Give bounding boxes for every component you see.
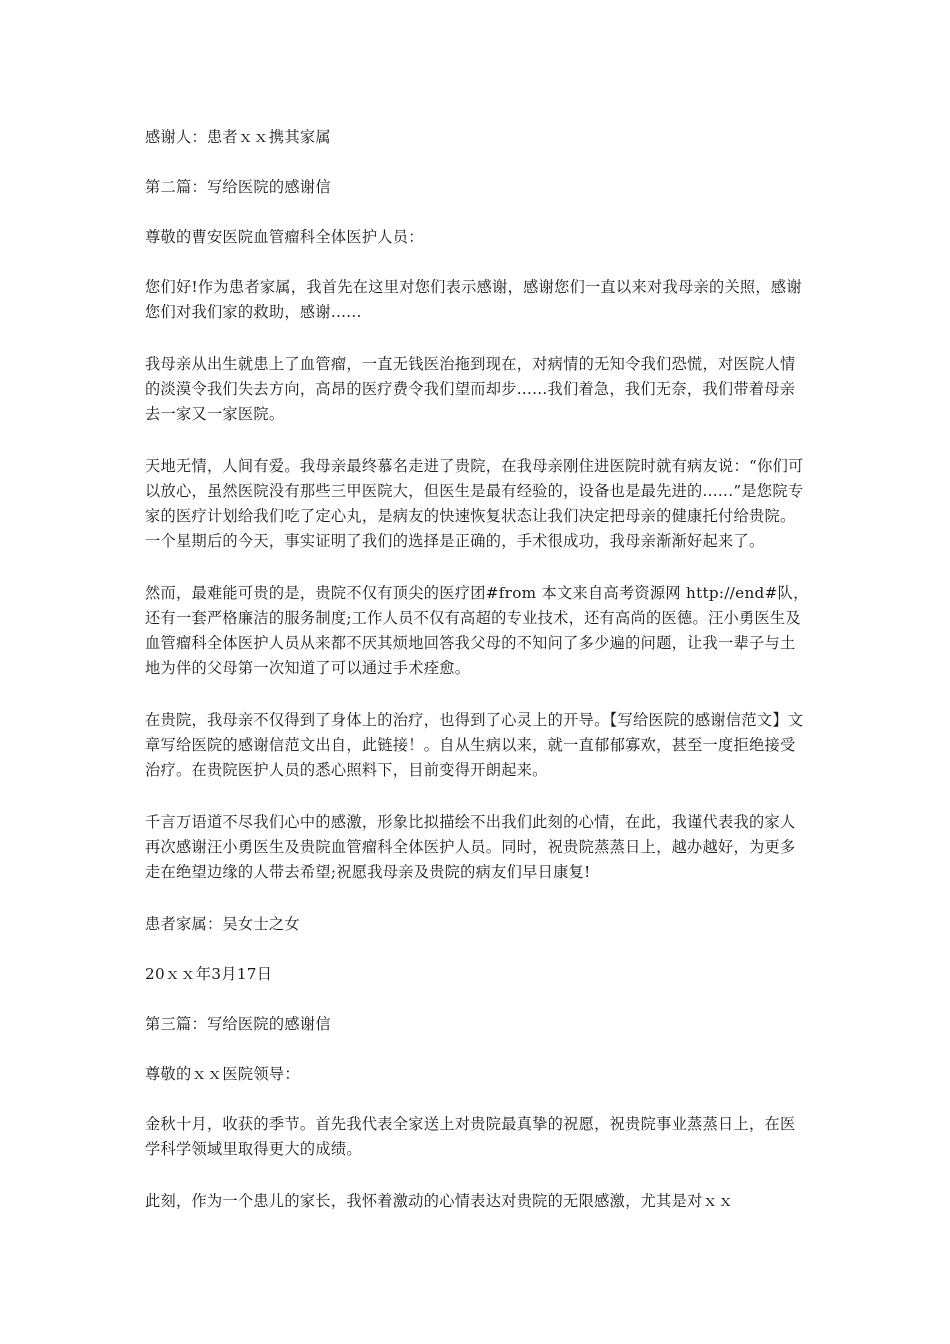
paragraph-greeting: 您们好!作为患者家属，我首先在这里对您们表示感谢，感谢您们一直以来对我母亲的关照，感谢您们对我们家的救助，感谢......	[145, 278, 802, 321]
paragraph-background: 我母亲从出生就患上了血管瘤，一直无钱医治拖到现在，对病情的无知令我们恐慌，对医院人情的淡漠令我们失去方向，高昂的医疗费令我们望而却步......我们着急，我们无奈，我们带着母亲去一家又一家医院。	[145, 355, 796, 423]
paragraph-parent: 此刻，作为一个患儿的家长，我怀着激动的心情表达对贵院的无限感激，尤其是对ｘｘ	[145, 1192, 734, 1210]
section-title-3: 第三篇：写给医院的感谢信	[145, 1015, 331, 1033]
paragraph-service: 然而，最难能可贵的是，贵院不仅有顶尖的医疗团#from 本文来自高考资源网 http://end#队，还有一套严格廉洁的服务制度;工作人员不仅有高超的专业技术，还有高尚的医德。汪小勇医生及血管瘤科全体医护人员从来都不厌其烦地回答我父母的不知问了多少遍的问题，让我一辈子与土地为伴的父母第一次知道了可以通过手术痊愈。	[145, 584, 809, 677]
paragraph-care: 在贵院，我母亲不仅得到了身体上的治疗，也得到了心灵上的开导。【写给医院的感谢信范文】文章写给医院的感谢信范文出自，此链接！。自从生病以来，就一直郁郁寡欢，甚至一度拒绝接受治疗。在贵院医护人员的悉心照料下，目前变得开朗起来。	[145, 711, 804, 779]
paragraph-closing: 千言万语道不尽我们心中的感激，形象比拟描绘不出我们此刻的心情，在此，我谨代表我的家人再次感谢汪小勇医生及贵院血管瘤科全体医护人员。同时，祝贵院蒸蒸日上，越办越好，为更多走在绝望边缘的人带去希望;祝愿我母亲及贵院的病友们早日康复!	[145, 813, 796, 881]
document-body	[145, 125, 810, 1241]
salutation-3: 尊敬的ｘｘ医院领导：	[145, 1065, 300, 1083]
signature-family: 患者家属：吴女士之女	[145, 915, 300, 933]
signature-line: 感谢人：患者ｘｘ携其家属	[145, 128, 331, 146]
paragraph-admission: 天地无情，人间有爱。我母亲最终慕名走进了贵院，在我母亲刚住进医院时就有病友说：“你们可以放心，虽然医院没有那些三甲医院大，但医生是最有经验的，设备也是最先进的......”是您院专家的医疗计划给我们吃了定心丸，是病友的快速恢复状态让我们决定把母亲的健康托付给贵院。一个星期后的今天，事实证明了我们的选择是正确的，手术很成功，我母亲渐渐好起来了。	[145, 457, 804, 550]
paragraph-autumn: 金秋十月，收获的季节。首先我代表全家送上对贵院最真挚的祝愿，祝贵院事业蒸蒸日上，在医学科学领域里取得更大的成绩。	[145, 1115, 796, 1158]
date-line: 20ｘｘ年3月17日	[145, 965, 273, 983]
salutation: 尊敬的曹安医院血管瘤科全体医护人员：	[145, 228, 424, 246]
section-title-2: 第二篇：写给医院的感谢信	[145, 178, 331, 196]
